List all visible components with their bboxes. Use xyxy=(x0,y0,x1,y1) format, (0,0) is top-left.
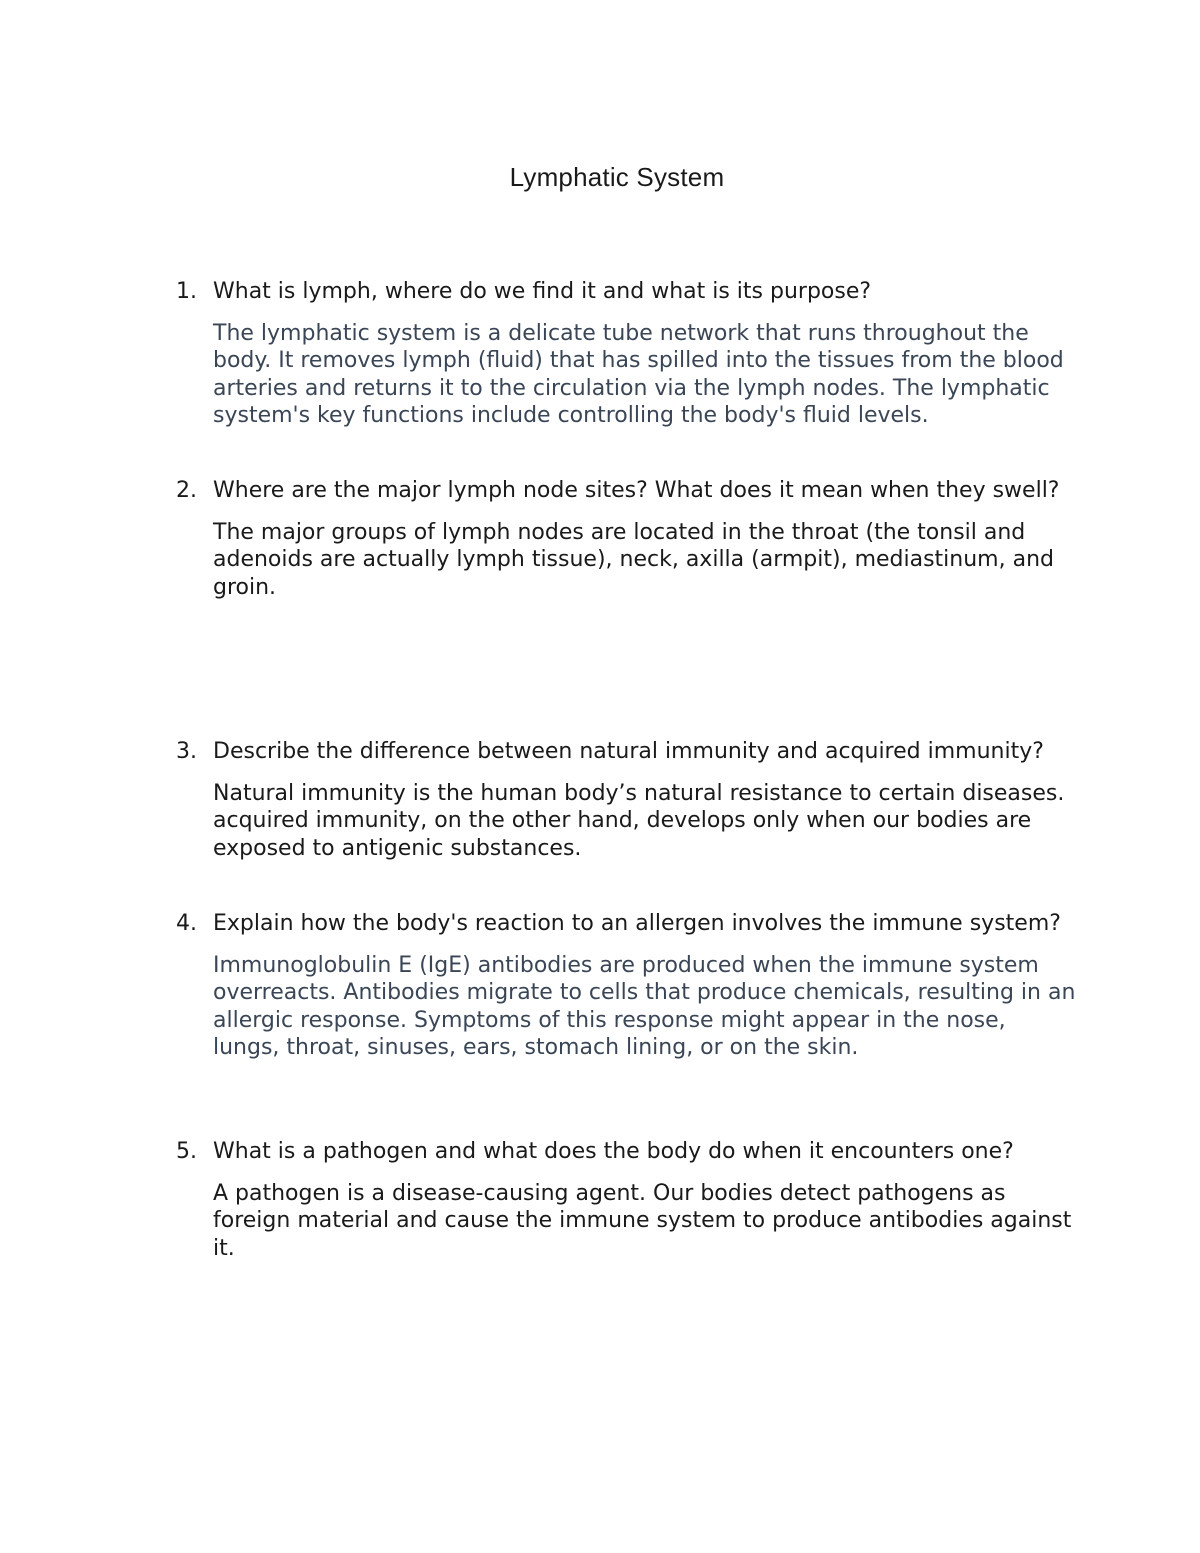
question-number: 5. xyxy=(176,1139,197,1164)
document-title: Lymphatic System xyxy=(509,162,725,192)
answer-3: Natural immunity is the human body’s natural resistance to certain diseases. acquired immunity, on the other hand, develops only when our bodies are exposed to antigenic substances. xyxy=(213,780,1065,861)
question-text: What is a pathogen and what does the body do when it encounters one? xyxy=(213,1139,1014,1164)
answer-4: Immunoglobulin E (IgE) antibodies are produced when the immune system overreacts. Antibodies migrate to cells that produce chemicals, resulting in an allergic response. Symptoms of this response might appear in the nose, lungs, throat, sinuses, ears, stomach lining, or on the skin. xyxy=(213,952,1076,1060)
question-text: Where are the major lymph node sites? What does it mean when they swell? xyxy=(213,478,1060,503)
question-number: 2. xyxy=(176,478,197,503)
question-3 xyxy=(176,738,1076,766)
question-1 xyxy=(176,278,1076,306)
question-number: 1. xyxy=(176,279,197,304)
question-item-4 xyxy=(176,910,1076,1062)
answer-5: A pathogen is a disease-causing agent. Our bodies detect pathogens as foreign material and cause the immune system to produce antibodies against it. xyxy=(213,1180,1072,1261)
question-item-5 xyxy=(176,1138,1076,1262)
question-text: Explain how the body's reaction to an allergen involves the immune system? xyxy=(213,911,1061,936)
question-item-2 xyxy=(176,477,1076,601)
question-5 xyxy=(176,1138,1076,1166)
question-item-1 xyxy=(176,278,1076,430)
question-2 xyxy=(176,477,1076,505)
question-item-3 xyxy=(176,738,1076,862)
question-text: What is lymph, where do we find it and what is its purpose? xyxy=(213,279,872,304)
answer-1: The lymphatic system is a delicate tube network that runs throughout the body. It removes lymph (fluid) that has spilled into the tissues from the blood arteries and returns it to the circulation via the lymph nodes. The lymphatic system's key functions include controlling the body's fluid levels. xyxy=(213,320,1064,428)
answer-2: The major groups of lymph nodes are located in the throat (the tonsil and adenoids are actually lymph tissue), neck, axilla (armpit), mediastinum, and groin. xyxy=(213,519,1054,600)
question-4 xyxy=(176,910,1076,938)
question-text: Describe the difference between natural immunity and acquired immunity? xyxy=(213,739,1044,764)
question-number: 4. xyxy=(176,911,197,936)
question-number: 3. xyxy=(176,739,197,764)
